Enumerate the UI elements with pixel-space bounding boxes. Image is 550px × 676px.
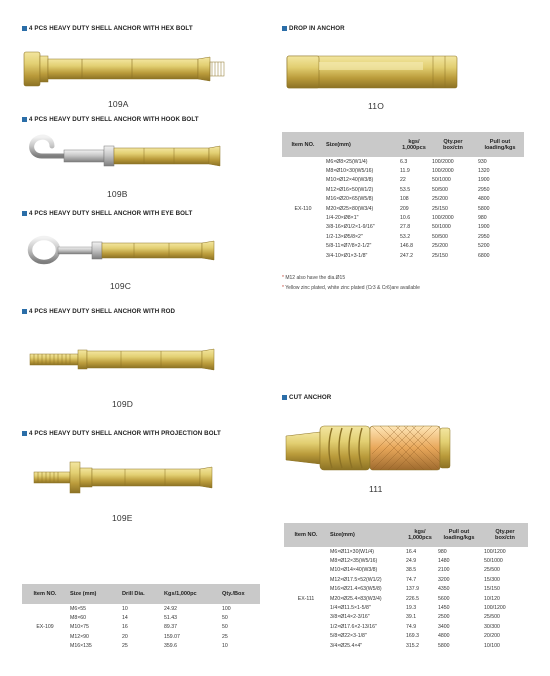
table-cell: 159.07 <box>164 633 180 640</box>
table-cell: M10×Ø14×40(W3/8) <box>330 567 378 574</box>
header-qty: Qty.per box/ctn <box>482 523 528 547</box>
table-cell: 3400 <box>438 623 450 630</box>
header-kgs: kgs/ 1,000pcs <box>404 523 436 547</box>
projection-bolt-anchor-image <box>30 452 230 507</box>
table-cell: 24.92 <box>164 605 177 612</box>
item-group-cell: EX-109 <box>36 624 54 631</box>
table-cell: 2950 <box>478 186 490 193</box>
table-cell: M16×Ø20×65(W5/8) <box>326 196 374 203</box>
section-title-projection-bolt: 4 PCS HEAVY DUTY SHELL ANCHOR WITH PROJECTION BOLT <box>22 430 221 437</box>
table-cell: 100/1200 <box>484 548 506 555</box>
table-cell: 19.3 <box>406 605 417 612</box>
table-cell: 24.9 <box>406 558 417 565</box>
table-cell: 15/300 <box>484 576 500 583</box>
section-square-icon <box>22 26 27 31</box>
header-pull-out: Pull out loading/kgs <box>436 523 482 547</box>
table-cell: 39.1 <box>406 614 417 621</box>
table-cell: 226.5 <box>406 595 419 602</box>
table-cell: M16×Ø21.4×63(W5/8) <box>330 586 382 593</box>
section-square-icon <box>22 211 27 216</box>
table-cell: 50/500 <box>432 233 448 240</box>
section-title-rod: 4 PCS HEAVY DUTY SHELL ANCHOR WITH ROD <box>22 308 175 315</box>
table-cell: M20×Ø25.4×83(W3/4) <box>330 595 382 602</box>
table-cell: M12×90 <box>70 633 89 640</box>
table-cell: 25/200 <box>432 196 448 203</box>
table-cell: 137.9 <box>406 586 419 593</box>
table-cell: 51.43 <box>164 615 177 622</box>
cut-anchor-table <box>284 523 528 650</box>
table-cell: M10×75 <box>70 624 89 631</box>
table-cell: M8×Ø10×30(W5/16) <box>326 168 374 175</box>
table-cell: 15/150 <box>484 586 500 593</box>
table-cell: 3200 <box>438 576 450 583</box>
header-drill-dia: Drill Dia. <box>120 584 162 604</box>
table-cell: 980 <box>438 548 447 555</box>
table-cell: M6×55 <box>70 605 87 612</box>
table-cell: 5800 <box>478 205 490 212</box>
section-square-icon <box>282 26 287 31</box>
table-cell: 1900 <box>478 177 490 184</box>
table-cell: M20×Ø25×80(W3/4) <box>326 205 374 212</box>
header-item-no: Item NO. <box>284 523 328 547</box>
product-code-11o: 11O <box>368 101 385 111</box>
table-cell: 25 <box>222 633 228 640</box>
section-square-icon <box>22 309 27 314</box>
table-cell: 74.9 <box>406 623 417 630</box>
table-cell: 25 <box>122 643 128 650</box>
table-cell: 169.3 <box>406 633 419 640</box>
product-code-109b: 109B <box>107 189 128 199</box>
table-cell: 25/500 <box>484 614 500 621</box>
drop-in-table-body <box>282 157 524 260</box>
table-cell: M12×Ø16×50(W1/2) <box>326 186 374 193</box>
shell-table-body <box>22 604 260 651</box>
table-cell: 930 <box>478 158 487 165</box>
table-cell: 100 <box>222 605 231 612</box>
table-cell: 359.6 <box>164 643 177 650</box>
table-cell: 315.2 <box>406 642 419 649</box>
table-cell: 146.8 <box>400 243 413 250</box>
table-row <box>282 157 524 166</box>
table-row <box>284 547 528 556</box>
table-cell: 25/150 <box>432 205 448 212</box>
table-cell: 1/2×Ø17.6×2-13/16" <box>330 623 377 630</box>
section-title-hex-bolt: 4 PCS HEAVY DUTY SHELL ANCHOR WITH HEX BOLT <box>22 25 193 32</box>
table-cell: 2500 <box>438 614 450 621</box>
table-cell: 20 <box>122 633 128 640</box>
header-size: Size (mm) <box>68 584 120 604</box>
table-cell: 30/300 <box>484 623 500 630</box>
table-cell: 1/2-13×Ø5/8×2" <box>326 233 363 240</box>
table-cell: 100/2000 <box>432 168 454 175</box>
table-cell: 50/1000 <box>484 558 503 565</box>
table-cell: 16.4 <box>406 548 417 555</box>
table-cell: 1900 <box>478 224 490 231</box>
rod-anchor-image <box>26 338 226 383</box>
table-cell: 10/100 <box>484 642 500 649</box>
header-size: Size(mm) <box>328 523 404 547</box>
table-cell: 10 <box>222 643 228 650</box>
table-cell: 27.8 <box>400 224 411 231</box>
cut-table-body <box>284 547 528 650</box>
table-cell: 74.7 <box>406 576 417 583</box>
section-title-hook-bolt: 4 PCS HEAVY DUTY SHELL ANCHOR WITH HOOK BOLT <box>22 116 199 123</box>
header-item-no: Item NO. <box>22 584 68 604</box>
table-cell: 25/150 <box>432 252 448 259</box>
section-title-drop-in-anchor: DROP IN ANCHOR <box>282 25 345 32</box>
table-cell: 3/4-10×Ø1×3-1/8" <box>326 252 368 259</box>
table-cell: 5600 <box>438 595 450 602</box>
table-cell: 22 <box>400 177 406 184</box>
table-cell: 209 <box>400 205 409 212</box>
table-cell: 11.9 <box>400 168 410 175</box>
table-cell: 4800 <box>478 196 490 203</box>
note-zinc-plating: * Yellow zinc plated, white zinc plated (Cr3 & Cr6)are available <box>282 285 420 291</box>
product-code-109d: 109D <box>112 399 134 409</box>
table-cell: 50 <box>222 615 228 622</box>
table-cell: M8×60 <box>70 615 87 622</box>
header-pull-out: Pull out loading/kgs <box>476 132 524 157</box>
item-group-cell: EX-110 <box>294 205 312 212</box>
header-size: Size(mm) <box>324 132 398 157</box>
section-square-icon <box>22 431 27 436</box>
hex-bolt-anchor-image <box>22 42 232 97</box>
table-cell: 5800 <box>438 642 450 649</box>
item-group-cell: EX-111 <box>297 595 315 602</box>
table-cell: 5200 <box>478 243 490 250</box>
table-cell: M12×Ø17.5×52(W1/2) <box>330 576 382 583</box>
table-cell: 16 <box>122 624 128 631</box>
section-title-cut-anchor: CUT ANCHOR <box>282 394 331 401</box>
table-cell: M16×135 <box>70 643 92 650</box>
table-cell: 1/4×Ø11.5×1-5/8" <box>330 605 371 612</box>
shell-anchor-table <box>22 584 260 651</box>
table-cell: M6×Ø8×25(W1/4) <box>326 158 368 165</box>
table-cell: 5/8×Ø22×3-1/8" <box>330 633 367 640</box>
table-cell: 38.5 <box>406 567 417 574</box>
header-item-no: Item NO. <box>282 132 324 157</box>
table-cell: 25/200 <box>432 243 448 250</box>
table-cell: 108 <box>400 196 409 203</box>
product-code-109a: 109A <box>108 99 129 109</box>
table-cell: 20/200 <box>484 633 500 640</box>
table-cell: 50/1000 <box>432 224 451 231</box>
table-cell: 4800 <box>438 633 450 640</box>
table-cell: 1/4-20×Ø8×1" <box>326 215 359 222</box>
table-cell: 2950 <box>478 233 490 240</box>
header-qty: Qty.per box/ctn <box>430 132 476 157</box>
table-cell: 50 <box>222 624 228 631</box>
drop-in-anchor-image <box>283 52 463 92</box>
drop-in-anchor-table <box>282 132 524 260</box>
table-cell: M6×Ø11×30(W1/4) <box>330 548 375 555</box>
table-cell: 10/120 <box>484 595 500 602</box>
table-cell: 25/500 <box>484 567 500 574</box>
table-cell: 10 <box>122 605 128 612</box>
table-cell: 980 <box>478 215 487 222</box>
table-cell: M8×Ø12×35(W5/16) <box>330 558 378 565</box>
note-m12: * M12 also have the dia.Ø15 <box>282 275 346 281</box>
table-cell: 1450 <box>438 605 450 612</box>
table-cell: 3/8×Ø14×2-3/16" <box>330 614 370 621</box>
table-cell: 6.3 <box>400 158 408 165</box>
table-cell: 14 <box>122 615 128 622</box>
table-cell: 10.6 <box>400 215 411 222</box>
product-code-109e: 109E <box>112 513 133 523</box>
table-cell: 3/8-16×Ø1/2×1-9/16" <box>326 224 375 231</box>
table-cell: 2100 <box>438 567 450 574</box>
section-title-eye-bolt: 4 PCS HEAVY DUTY SHELL ANCHOR WITH EYE BOLT <box>22 210 192 217</box>
table-cell: 1480 <box>438 558 450 565</box>
table-cell: 53.2 <box>400 233 411 240</box>
table-cell: 50/1000 <box>432 177 451 184</box>
eye-bolt-anchor-image <box>24 226 224 276</box>
hook-bolt-anchor-image <box>24 130 224 185</box>
table-cell: 53.5 <box>400 186 411 193</box>
product-code-109c: 109C <box>110 281 132 291</box>
header-qty-box: Qty./Box <box>220 584 260 604</box>
table-cell: 6800 <box>478 252 490 259</box>
table-cell: 4350 <box>438 586 450 593</box>
table-cell: 89.37 <box>164 624 177 631</box>
header-kgs: kgs/ 1,000pcs <box>398 132 430 157</box>
table-cell: 100/2000 <box>432 158 454 165</box>
header-kgs: Kgs/1,000pc <box>162 584 220 604</box>
table-cell: 247.2 <box>400 252 413 259</box>
table-cell: 50/500 <box>432 186 448 193</box>
table-cell: 100/2000 <box>432 215 454 222</box>
table-row <box>22 604 260 613</box>
cut-anchor-image <box>280 420 470 475</box>
table-cell: 5/8-11×Ø7/8×2-1/2" <box>326 243 372 250</box>
table-cell: 1320 <box>478 168 490 175</box>
table-cell: 3/4×Ø25.4×4" <box>330 642 363 649</box>
table-cell: M10×Ø12×40(W3/8) <box>326 177 374 184</box>
section-square-icon <box>22 117 27 122</box>
section-square-icon <box>282 395 287 400</box>
product-code-111: 111 <box>369 484 383 494</box>
table-cell: 100/1200 <box>484 605 506 612</box>
